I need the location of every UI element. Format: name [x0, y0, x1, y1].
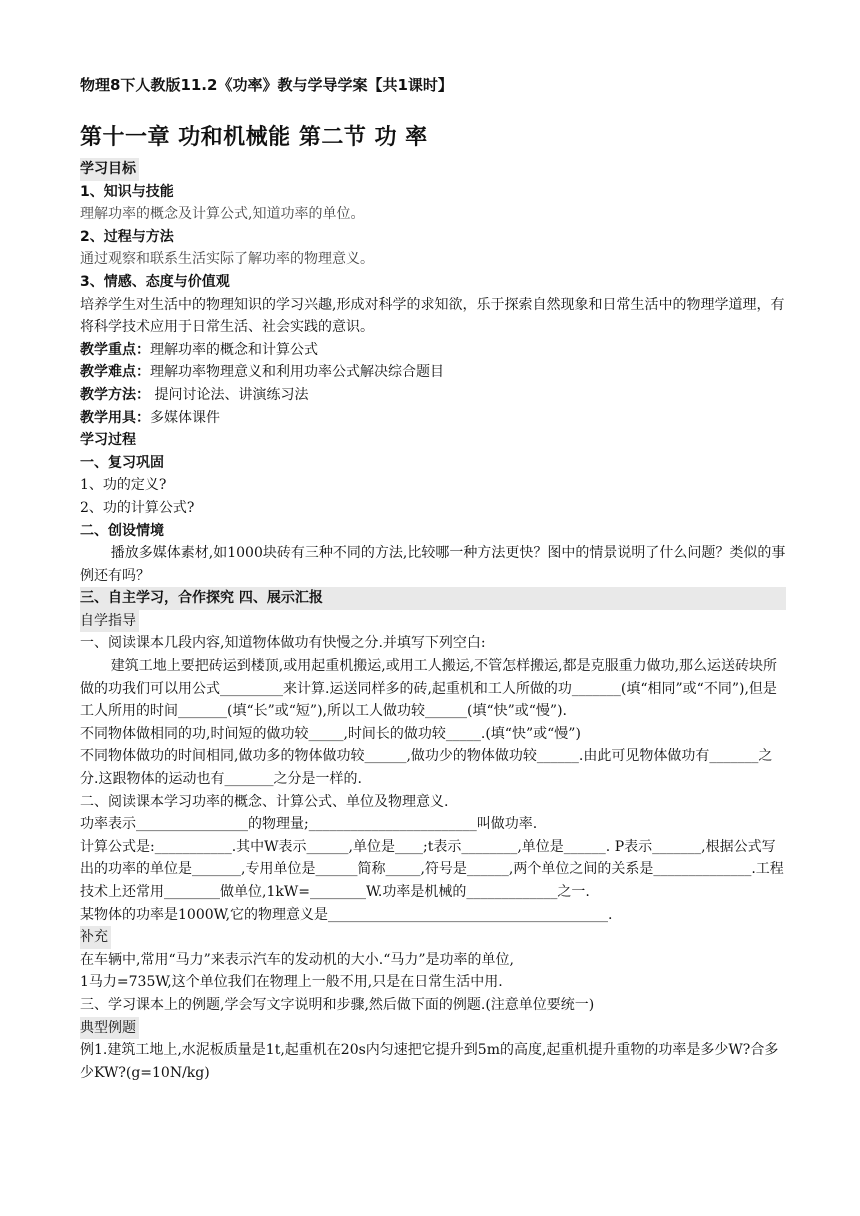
fill-blank-line-same-time: 不同物体做功的时间相同,做功多的物体做功较______,做功少的物体做功较______.由此可见物体做功有_______之分.这跟物体的运动也有_______之分是一样的. — [80, 748, 773, 788]
fill-blank-meaning: 某物体的功率是1000W,它的物理意义是________________________________________. — [80, 906, 613, 923]
teaching-method-text: 提问讨论法、讲演练习法 — [150, 386, 309, 403]
section-learning-process: 学习过程 — [80, 432, 136, 449]
typical-example-label: 典型例题 — [80, 1017, 139, 1040]
teaching-difficulty — [80, 361, 786, 384]
teaching-tools — [80, 407, 786, 430]
goal-3-text: 培养学生对生活中的物理知识的学习兴趣,形成对科学的求知欲，乐于探索自然现象和日常生活中的物理学道理，有将科学技术应用于日常生活、社会实践的意识。 — [80, 296, 785, 336]
supplement-text-2: 1马力=735W,这个单位我们在物理上一般不用,只是在日常生活中用. — [80, 974, 503, 991]
teaching-key-point-text: 理解功率的概念和计算公式 — [150, 341, 318, 358]
teaching-key-point-label: 教学重点： — [80, 341, 150, 358]
document-body — [80, 158, 786, 1084]
section-learning-goals: 学习目标 — [80, 158, 139, 181]
teaching-tools-label: 教学用具： — [80, 409, 150, 426]
fill-blank-paragraph-1: 建筑工地上要把砖运到楼顶,或用起重机搬运,或用工人搬运,不管怎样搬运,都是克服重力做功,那么运送砖块所做的功我们可以用公式_________来计算.运送同样多的砖,起重机和工人所做的功_______(填“相同”或“不同”),但是工人所用的时间_______(填“长”或“短”),所以工人做功较______(填“快”或“慢”). — [80, 658, 778, 720]
review-q1: 1、功的定义? — [80, 477, 167, 494]
scenario-text: 播放多媒体素材,如1000块砖有三种不同的方法,比较哪一种方法更快？图中的情景说明了什么问题？类似的事例还有吗？ — [80, 545, 786, 584]
goal-1-heading: 1、知识与技能 — [80, 183, 174, 200]
goal-2-text: 通过观察和联系生活实际了解功率的物理意义。 — [80, 251, 374, 268]
goal-3-heading: 3、情感、态度与价值观 — [80, 273, 230, 290]
review-heading: 一、复习巩固 — [80, 454, 164, 471]
example-1: 例1.建筑工地上,水泥板质量是1t,起重机在20s内匀速把它提升到5m的高度,起重机提升重物的功率是多少W?合多少KW?(g=10N/kg) — [80, 1042, 779, 1081]
self-study-heading: 三、自主学习，合作探究 四、展示汇报 — [80, 587, 786, 610]
teaching-difficulty-label: 教学难点： — [80, 364, 150, 381]
teaching-tools-text: 多媒体课件 — [150, 409, 220, 426]
scenario-heading: 二、创设情境 — [80, 522, 164, 539]
teaching-method-label: 教学方法： — [80, 386, 150, 403]
teaching-key-point — [80, 339, 786, 362]
fill-blank-formula: 计算公式是:___________.其中W表示______,单位是____;t表示________,单位是______. P表示_______,根据公式写出的功率的单位是_______,专用单位是______简称_____,符号是______,两个单位之间的关系是______________.工程技术上还常用________做单位,1kW=________W.功率是机械的_____________之一. — [80, 838, 784, 900]
reading-task-2: 二、阅读课本学习功率的概念、计算公式、单位及物理意义. — [80, 793, 449, 810]
chapter-title: 第十一章 功和机械能 第二节 功 率 — [80, 125, 428, 150]
teaching-method — [80, 384, 786, 407]
review-q2: 2、功的计算公式? — [80, 499, 195, 516]
goal-2-heading: 2、过程与方法 — [80, 228, 174, 245]
teaching-difficulty-text: 理解功率物理意义和利用功率公式解决综合题目 — [150, 364, 444, 381]
fill-blank-line-same-work: 不同物体做相同的功,时间短的做功较_____,时间长的做功较_____.(填“快”或“慢”) — [80, 725, 581, 742]
reading-task-3: 三、学习课本上的例题,学会写文字说明和步骤,然后做下面的例题.(注意单位要统一) — [80, 996, 595, 1013]
fill-blank-power-definition: 功率表示________________的物理量;________________________叫做功率. — [80, 816, 538, 833]
self-study-guide-label: 自学指导 — [80, 610, 139, 633]
supplement-label: 补充 — [80, 926, 111, 949]
reading-task-1: 一、阅读课本几段内容,知道物体做功有快慢之分.并填写下列空白: — [80, 635, 486, 652]
supplement-text-1: 在车辆中,常用“马力”来表示汽车的发动机的大小.“马力”是功率的单位, — [80, 951, 514, 968]
goal-1-text: 理解功率的概念及计算公式,知道功率的单位。 — [80, 206, 365, 223]
document-header: 物理8下人教版11.2《功率》教与学导学案【共1课时】 — [80, 76, 453, 94]
